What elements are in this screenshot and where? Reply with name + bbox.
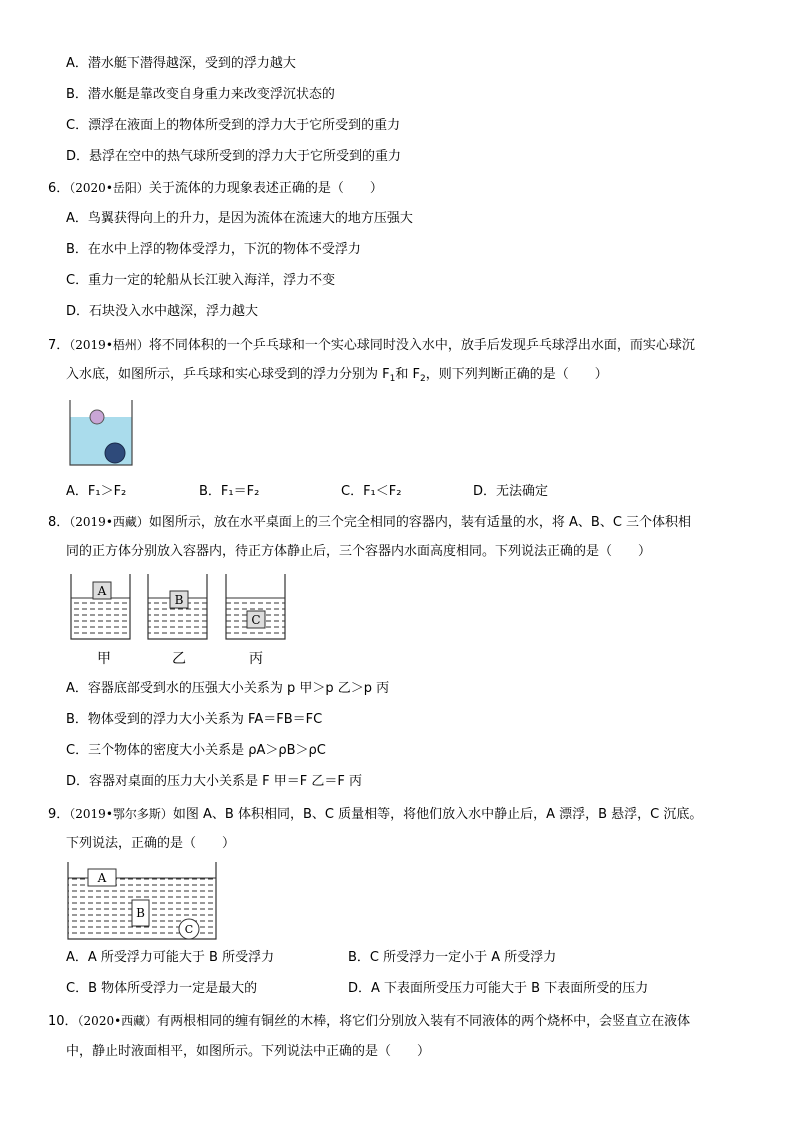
q6-option-b: B．在水中上浮的物体受浮力，下沉的物体不受浮力 xyxy=(66,242,361,257)
q10-stem-line1 xyxy=(48,1012,690,1031)
container-yi xyxy=(148,574,207,639)
q7-option-c: C．F₁＜F₂ xyxy=(341,484,402,499)
q9-number: 9． xyxy=(48,807,70,822)
q7-text1: 将不同体积的一个乒乓球和一个实心球同时没入水中，放手后发现乒乓球浮出水面，而实心球沉 xyxy=(148,338,695,353)
q7-beaker-figure xyxy=(66,396,136,470)
q7-sub1: 1 xyxy=(389,374,396,384)
q8-text1: 如图所示，放在水平桌面上的三个完全相同的容器内，装有适量的水，将 A、B、C 三个体积相 xyxy=(148,515,692,530)
q7-option-d: D．无法确定 xyxy=(473,484,549,499)
q8-containers-figure xyxy=(66,570,296,646)
q7-sub2: 2 xyxy=(419,374,426,384)
q9-stem-line1 xyxy=(48,805,702,824)
q10-stem-line2: 中，静止时液面相平，如图所示。下列说法中正确的是（ ） xyxy=(66,1044,431,1059)
cube-c-label: C xyxy=(251,613,261,627)
q10-number: 10． xyxy=(48,1014,78,1029)
q6-stem xyxy=(48,179,383,198)
q5-option-d: D．悬浮在空中的热气球所受到的浮力大于它所受到的重力 xyxy=(66,149,402,164)
q5-option-c: C．漂浮在液面上的物体所受到的浮力大于它所受到的重力 xyxy=(66,118,401,133)
q7-text2a: 入水底，如图所示，乒乓球和实心球受到的浮力分别为 F xyxy=(66,367,390,382)
q7-text2c: ，则下列判断正确的是（ ） xyxy=(425,367,608,382)
q7-stem-line1 xyxy=(48,336,695,355)
q8-option-b: B．物体受到的浮力大小关系为 FA＝FB＝FC xyxy=(66,712,323,727)
q10-source: （2020•西藏） xyxy=(77,1014,158,1028)
q6-number: 6． xyxy=(48,181,70,196)
caption-yi: 乙 xyxy=(172,651,186,667)
q8-stem-line2: 同的正方体分别放入容器内，待正方体静止后，三个容器内水面高度相同。下列说法正确的是（ ） xyxy=(66,544,652,559)
cube-a-label: A xyxy=(97,584,107,598)
q7-text2b: 和 F xyxy=(395,367,420,382)
q8-source: （2019•西藏） xyxy=(69,515,149,529)
ping-pong-ball xyxy=(90,410,104,424)
q8-option-c: C．三个物体的密度大小关系是 ρA＞ρB＞ρC xyxy=(66,743,326,758)
q8-number: 8． xyxy=(48,515,70,530)
q6-text: 关于流体的力现象表述正确的是（ ） xyxy=(148,181,383,196)
container-bing xyxy=(226,574,285,639)
ball-c-label: C xyxy=(184,923,194,936)
q9-option-c: C．B 物体所受浮力一定是最大的 xyxy=(66,981,258,996)
q6-option-d: D．石块没入水中越深，浮力越大 xyxy=(66,304,259,319)
q5-option-b: B．潜水艇是靠改变自身重力来改变浮沉状态的 xyxy=(66,87,335,102)
q9-stem-line2: 下列说法，正确的是（ ） xyxy=(66,836,236,851)
q8-option-d: D．容器对桌面的压力大小关系是 F 甲＝F 乙＝F 丙 xyxy=(66,774,362,789)
q7-stem-line2 xyxy=(66,366,608,388)
caption-bing: 丙 xyxy=(249,651,263,667)
block-a-label: A xyxy=(97,871,107,885)
q8-option-a: A．容器底部受到水的压强大小关系为 p 甲＞p 乙＞p 丙 xyxy=(66,681,390,696)
q9-option-b: B．C 所受浮力一定小于 A 所受浮力 xyxy=(348,950,557,965)
q10-text1: 有两根相同的缠有铜丝的木棒，将它们分别放入装有不同液体的两个烧杯中，会竖直立在液体 xyxy=(157,1014,691,1029)
cube-b-label: B xyxy=(174,593,184,607)
q8-stem-line1 xyxy=(48,513,691,532)
q9-option-d: D．A 下表面所受压力可能大于 B 下表面所受的压力 xyxy=(348,981,649,996)
q7-option-b: B．F₁＝F₂ xyxy=(199,484,260,499)
q6-option-a: A．鸟翼获得向上的升力，是因为流体在流速大的地方压强大 xyxy=(66,211,413,226)
caption-jia: 甲 xyxy=(97,651,111,667)
q7-source: （2019•梧州） xyxy=(69,338,149,352)
q7-number: 7． xyxy=(48,338,70,353)
q6-source: （2020•岳阳） xyxy=(69,181,149,195)
solid-ball xyxy=(105,443,125,463)
container-jia xyxy=(71,574,130,639)
q7-option-a: A．F₁＞F₂ xyxy=(66,484,127,499)
q9-source: （2019•鄂尔多斯） xyxy=(69,807,173,821)
q5-option-a: A．潜水艇下潜得越深，受到的浮力越大 xyxy=(66,56,296,71)
q9-text1: 如图 A、B 体积相同，B、C 质量相等，将他们放入水中静止后，A 漂浮，B 悬浮，C 沉底。 xyxy=(172,807,703,822)
q9-option-a: A．A 所受浮力可能大于 B 所受浮力 xyxy=(66,950,275,965)
block-b-label: B xyxy=(136,906,145,920)
q9-tank-figure xyxy=(64,858,220,944)
q6-option-c: C．重力一定的轮船从长江驶入海洋，浮力不变 xyxy=(66,273,336,288)
